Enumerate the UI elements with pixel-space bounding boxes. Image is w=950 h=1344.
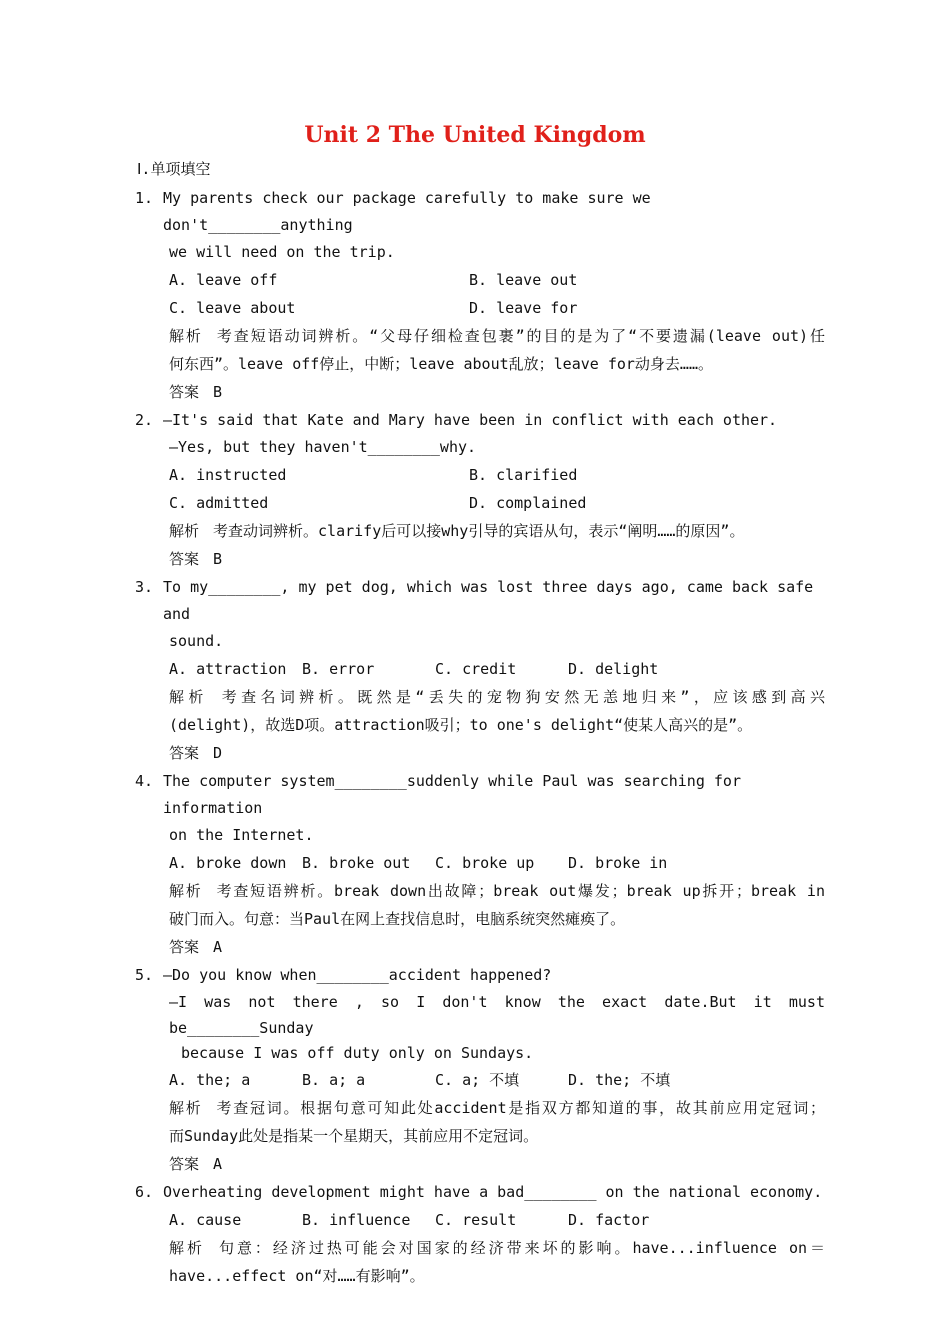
- question-number: 5.: [135, 966, 154, 984]
- question-text: —Do you know when________accident happened?: [163, 966, 552, 984]
- option-a: A. instructed: [169, 466, 287, 484]
- answer-value: B: [213, 550, 223, 568]
- answer-value: A: [213, 1155, 223, 1173]
- option-b: B. broke out: [302, 854, 411, 872]
- option-b: B. clarified: [469, 466, 578, 484]
- option-a: A. cause: [169, 1211, 242, 1229]
- explanation-text-cont: 破门而入。句意：当Paul在网上查找信息时，电脑系统突然瘫痪了。: [169, 910, 626, 928]
- question-3: [135, 574, 825, 767]
- option-d: D. the; 不填: [568, 1071, 671, 1089]
- option-d: D. delight: [568, 660, 659, 678]
- question-4: [135, 768, 825, 961]
- option-d: D. broke in: [568, 854, 668, 872]
- question-number: 1.: [135, 189, 154, 207]
- answer-value: B: [213, 383, 223, 401]
- option-b: B. error: [302, 660, 375, 678]
- explanation-text-cont: (delight)，故选D项。attraction吸引；to one's delight“使某人高兴的是”。: [169, 716, 753, 734]
- option-d: D. leave for: [469, 299, 578, 317]
- explanation-text: 考查短语辨析。break down出故障；break out爆发；break up拆开；break in: [216, 882, 825, 900]
- question-text: The computer system________suddenly while Paul was searching for information: [163, 772, 741, 817]
- option-c: C. admitted: [169, 494, 269, 512]
- option-a: A. the; a: [169, 1071, 251, 1089]
- question-number: 6.: [135, 1183, 154, 1201]
- explanation-text: 考查名词辨析。既然是“丢失的宠物狗安然无恙地归来”，应该感到高兴: [221, 688, 825, 706]
- question-text-cont: because I was off duty only on Sundays.: [181, 1044, 534, 1062]
- answer-label: 答案: [169, 383, 200, 401]
- answer-label: 答案: [169, 1155, 200, 1173]
- question-text-cont: on the Internet.: [169, 826, 314, 844]
- explanation-text-cont: 而Sunday此处是指某一个星期天，其前应用不定冠词。: [169, 1127, 539, 1145]
- option-b: B. influence: [302, 1211, 411, 1229]
- option-a: A. leave off: [169, 271, 278, 289]
- explanation-text: 考查短语动词辨析。“父母仔细检查包裹”的目的是为了“不要遗漏(leave out)任: [216, 327, 825, 345]
- explanation-label: 解析: [169, 1239, 205, 1257]
- explanation-text: 句意：经济过热可能会对国家的经济带来坏的影响。have...influence on＝: [218, 1239, 825, 1257]
- option-b: B. a; a: [302, 1071, 366, 1089]
- option-a: A. attraction: [169, 660, 287, 678]
- question-text: My parents check our package carefully to make sure we don't________anything: [163, 189, 651, 234]
- answer-value: A: [213, 938, 223, 956]
- explanation-label: 解析: [169, 327, 203, 345]
- question-number: 2.: [135, 411, 154, 429]
- question-text-cont: —I was not there , so I don't know the exact date.But it must: [169, 993, 825, 1011]
- option-a: A. broke down: [169, 854, 287, 872]
- question-6: [135, 1179, 825, 1290]
- question-1: [135, 185, 825, 406]
- option-c: C. leave about: [169, 299, 296, 317]
- question-text-cont: we will need on the trip.: [169, 243, 395, 261]
- answer-value: D: [213, 744, 223, 762]
- section-heading: Ⅰ.单项填空: [137, 160, 211, 178]
- explanation-label: 解析: [169, 882, 203, 900]
- answer-label: 答案: [169, 744, 200, 762]
- question-text-cont: be________Sunday: [169, 1019, 314, 1037]
- question-text-cont: sound.: [169, 632, 224, 650]
- question-number: 4.: [135, 772, 154, 790]
- explanation-label: 解析: [169, 688, 208, 706]
- explanation-label: 解析: [169, 522, 200, 540]
- question-text: Overheating development might have a bad________ on the national economy.: [163, 1183, 823, 1201]
- answer-label: 答案: [169, 550, 200, 568]
- answer-label: 答案: [169, 938, 200, 956]
- option-d: D. factor: [568, 1211, 650, 1229]
- question-2: [135, 407, 825, 573]
- option-d: D. complained: [469, 494, 587, 512]
- question-number: 3.: [135, 578, 154, 596]
- question-5: [135, 962, 825, 1178]
- option-c: C. a; 不填: [435, 1071, 520, 1089]
- question-text: —It's said that Kate and Mary have been in conflict with each other.: [163, 411, 778, 429]
- explanation-text-cont: 何东西”。leave off停止，中断；leave about乱放；leave for动身去……。: [169, 355, 713, 373]
- option-b: B. leave out: [469, 271, 578, 289]
- question-list: [135, 185, 825, 1290]
- page-title: Unit 2 The United Kingdom: [304, 122, 646, 148]
- question-text-cont: —Yes, but they haven't________why.: [169, 438, 477, 456]
- explanation-label: 解析: [169, 1099, 203, 1117]
- explanation-text: 考查动词辨析。clarify后可以接why引导的宾语从句，表示“阐明……的原因”。: [213, 522, 745, 540]
- option-c: C. broke up: [435, 854, 535, 872]
- option-c: C. result: [435, 1211, 517, 1229]
- explanation-text-cont: have...effect on“对……有影响”。: [169, 1267, 425, 1285]
- option-c: C. credit: [435, 660, 517, 678]
- explanation-text: 考查冠词。根据句意可知此处accident是指双方都知道的事，故其前应用定冠词；: [216, 1099, 825, 1117]
- question-text: To my________, my pet dog, which was lost three days ago, came back safe and: [163, 578, 814, 623]
